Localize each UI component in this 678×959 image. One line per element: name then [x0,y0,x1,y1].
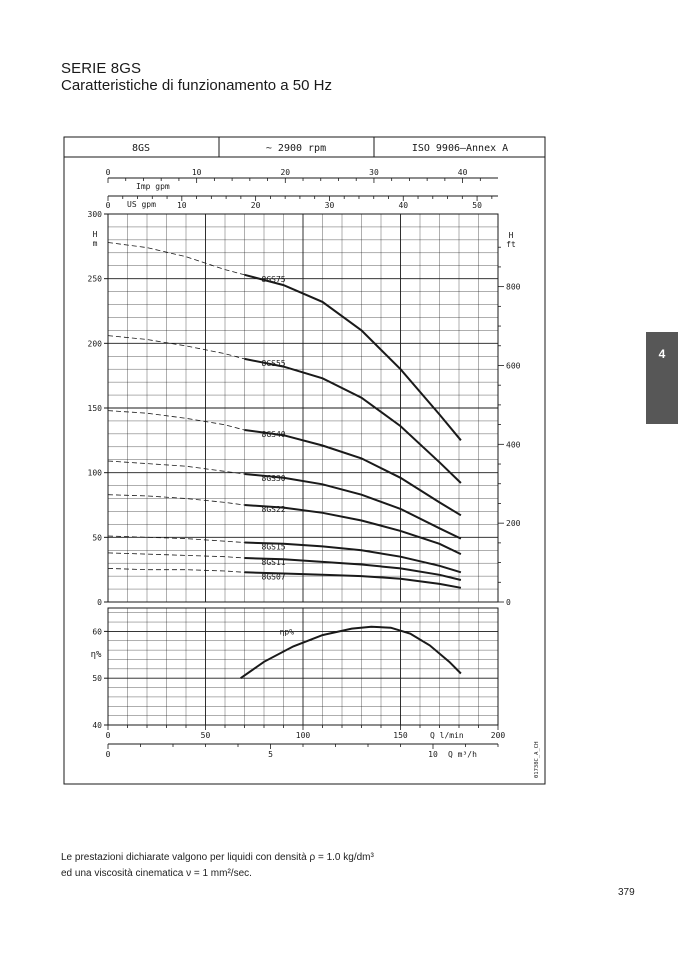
head-y-tick-label: 100 [87,468,102,478]
curve-label-8gs40: 8GS40 [261,429,286,439]
head-ft-tick-label: 600 [506,361,521,371]
figure-code: 01738C_A_CH [534,741,540,778]
footnote-line-1: Le prestazioni dichiarate valgono per liquidi con densità ρ = 1.0 kg/dm³ [61,852,374,863]
head-y-tick-label: 250 [87,274,102,284]
head-ft-tick-label: 0 [506,598,511,607]
us-gpm-tick-label: 10 [176,201,187,210]
q-m3h-axis-label: Q m³/h [448,750,477,759]
head-ft-axis-label-ft: ft [506,240,516,249]
chapter-tab[interactable]: 4 [646,332,678,424]
curve-label-8gs30: 8GS30 [261,473,286,483]
curve-label-8gs11: 8GS11 [261,558,286,568]
q-lmin-tick-label: 50 [200,731,211,740]
us-gpm-axis-label: US gpm [127,200,156,209]
head-ft-tick-label: 200 [506,519,521,529]
us-gpm-tick-label: 0 [105,201,111,210]
curve-8gs30-extrapolated [108,461,245,474]
imp-gpm-tick-label: 20 [280,168,291,177]
efficiency-curve [241,627,461,679]
head-ft-axis-label-h: H [508,231,514,240]
eff-y-tick-label: 50 [92,674,102,684]
q-m3h-tick-label: 10 [428,750,438,759]
curve-8gs75 [245,275,461,441]
imp-gpm-tick-label: 0 [105,168,111,177]
imp-gpm-axis-label: Imp gpm [136,182,170,191]
q-lmin-tick-label: 150 [393,731,408,740]
curve-8gs40-extrapolated [108,411,245,430]
q-lmin-tick-label: 100 [295,731,311,740]
header-cell-speed: ~ 2900 rpm [265,143,327,154]
head-ft-tick-label: 800 [506,282,521,292]
q-m3h-tick-label: 0 [105,750,111,759]
header-cell-standard: ISO 9906–Annex A [411,143,509,154]
page-number: 379 [618,887,635,898]
footnote-line-2: ed una viscosità cinematica ν = 1 mm²/sec. [61,868,252,879]
chart-frame [64,137,545,784]
curve-8gs22-extrapolated [108,495,245,505]
us-gpm-tick-label: 20 [250,201,261,210]
efficiency-axis-label: η% [90,650,102,660]
imp-gpm-tick-label: 30 [369,168,379,177]
q-lmin-axis-label: Q l/min [430,731,464,740]
page-subtitle: Caratteristiche di funzionamento a 50 Hz [61,77,332,94]
curve-label-8gs75: 8GS75 [261,274,286,284]
curve-label-8gs22: 8GS22 [261,505,286,514]
head-ft-tick-label: 400 [506,440,521,450]
us-gpm-tick-label: 50 [472,201,482,210]
label-layer [88,168,521,759]
page-title: SERIE 8GS [61,60,142,77]
head-y-tick-label: 150 [87,404,102,413]
chart-frame-group [64,137,545,784]
head-y-tick-label: 0 [97,598,102,607]
head-y-tick-label: 300 [87,210,102,219]
footnote [61,850,374,882]
q-m3h-tick-label: 5 [268,750,273,759]
header-cell-series: 8GS [131,143,151,154]
eff-y-tick-label: 60 [92,627,102,637]
curve-8gs07-extrapolated [108,568,245,572]
imp-gpm-tick-label: 40 [457,168,468,177]
us-gpm-tick-label: 30 [324,201,335,210]
eff-y-tick-label: 40 [92,721,102,730]
imp-gpm-tick-label: 10 [191,168,202,177]
curve-8gs55-extrapolated [108,336,245,359]
grid-layer [104,178,504,749]
us-gpm-tick-label: 40 [398,201,409,210]
head-y-tick-label: 200 [87,339,102,349]
curve-label-8gs15: 8GS15 [261,542,286,552]
curve-8gs11-extrapolated [108,553,245,558]
q-lmin-tick-label: 200 [490,731,506,740]
curve-label-8gs55: 8GS55 [261,358,286,368]
head-axis-label-m: m [92,239,98,248]
head-y-tick-label: 50 [92,533,102,543]
head-axis-label-h: H [92,230,98,239]
efficiency-curve-label: ηp% [279,627,295,637]
curve-label-8gs07: 8GS07 [261,572,286,582]
curve-8gs75-extrapolated [108,243,245,275]
q-lmin-tick-label: 0 [105,731,111,740]
